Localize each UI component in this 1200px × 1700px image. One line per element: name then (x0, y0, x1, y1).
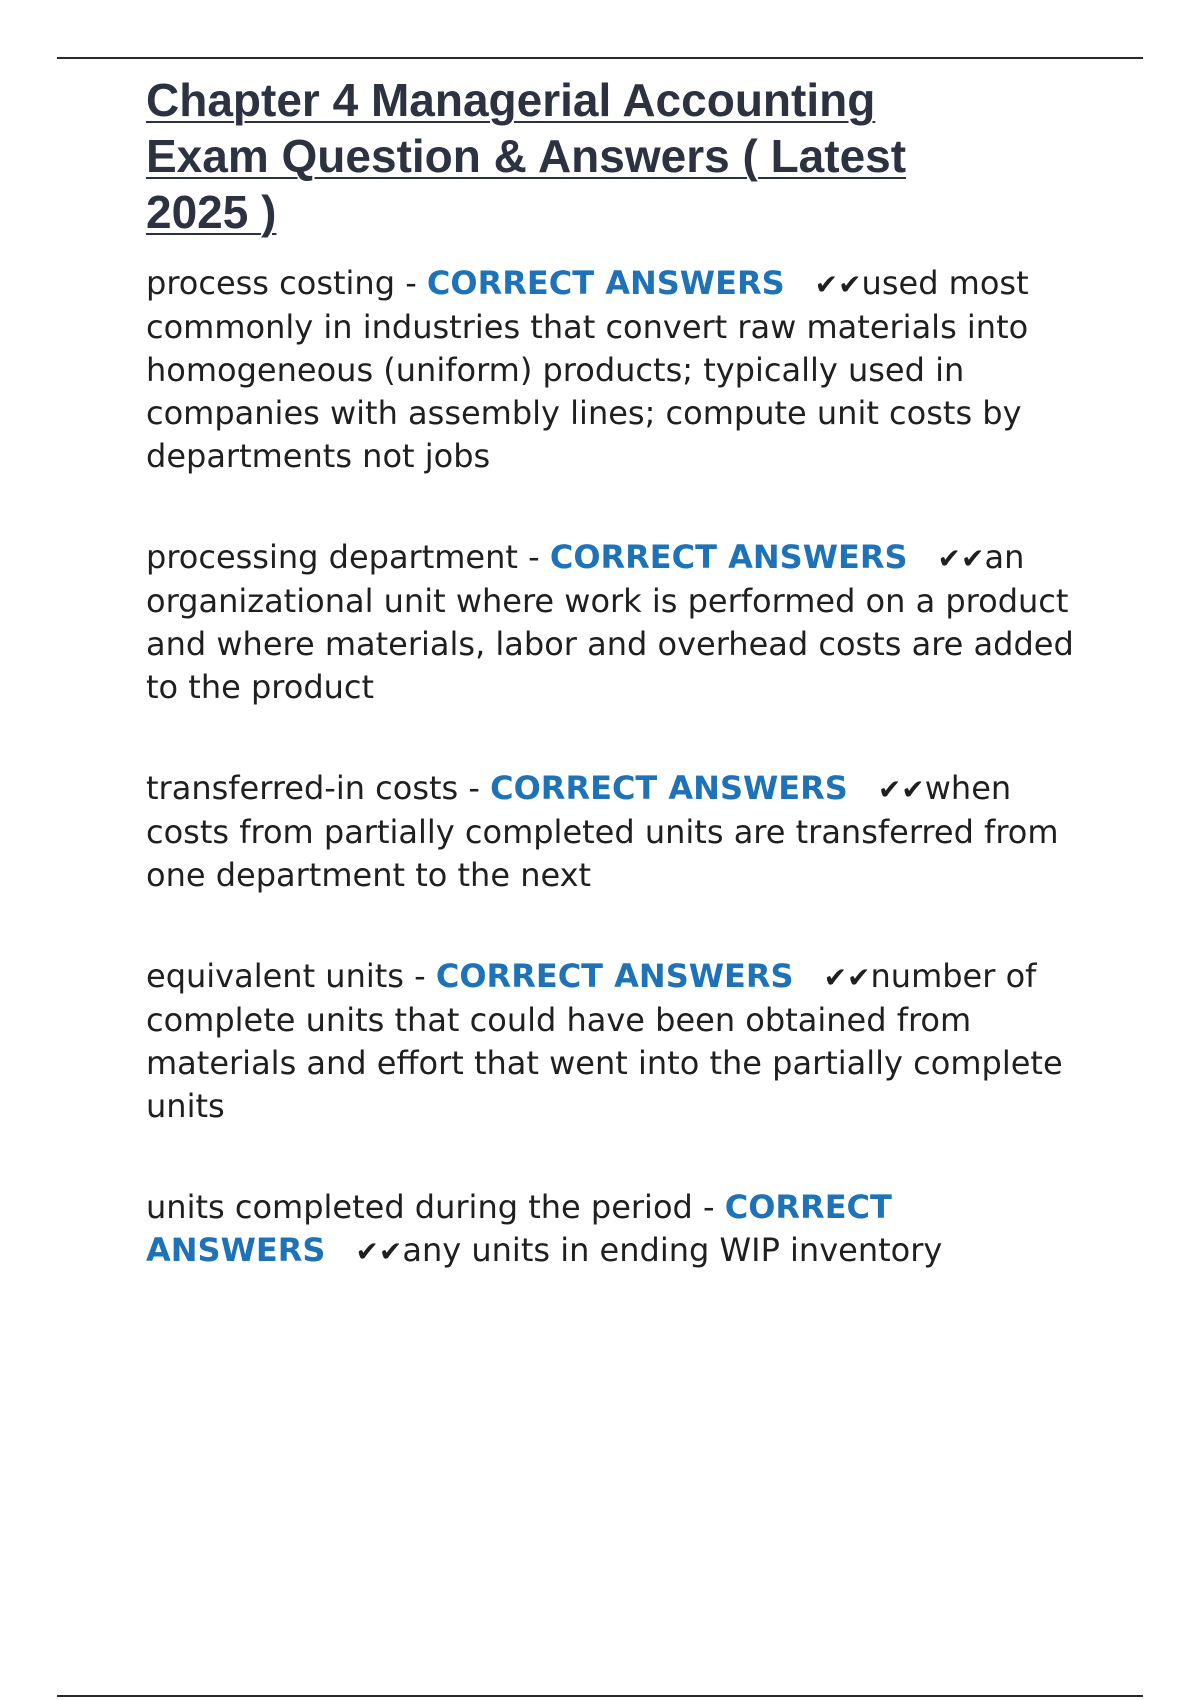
double-check-icon: ✔✔ (814, 268, 862, 301)
correct-answers-label: CORRECT ANSWERS (435, 957, 794, 995)
double-check-icon: ✔✔ (823, 961, 871, 994)
qa-item-transferred-in-costs (146, 767, 1092, 897)
correct-answers-label: CORRECT ANSWERS (549, 538, 908, 576)
qa-item-equivalent-units (146, 955, 1092, 1128)
double-check-icon: ✔✔ (937, 542, 985, 575)
term: units completed during the period - (146, 1188, 725, 1226)
term: process costing - (146, 264, 427, 302)
correct-answers-label: CORRECT ANSWERS (426, 264, 785, 302)
answer-text: when costs from partially completed units are transferred from one department to the next (146, 769, 1059, 894)
double-check-icon: ✔✔ (877, 773, 925, 806)
correct-answers-label: CORRECT ANSWERS (146, 1188, 892, 1269)
document-title: Chapter 4 Managerial Accounting Exam Question & Answers ( Latest 2025 ) (146, 74, 907, 238)
correct-answers-label: CORRECT ANSWERS (490, 769, 848, 807)
term: processing department - (146, 538, 550, 576)
answer-text: used most commonly in industries that convert raw materials into homogeneous (uniform) products; typically used in companies with assembly lines; compute unit costs by departments not jobs (146, 264, 1029, 475)
qa-item-processing-department (146, 536, 1092, 709)
term: transferred-in costs - (146, 769, 491, 807)
double-check-icon: ✔✔ (355, 1235, 403, 1268)
document-body (146, 72, 1092, 1273)
qa-item-process-costing (146, 262, 1092, 478)
top-rule (57, 57, 1143, 59)
answer-text: any units in ending WIP inventory (402, 1231, 943, 1269)
answer-text: number of complete units that could have been obtained from materials and effort that went into the partially complete units (146, 957, 1063, 1125)
bottom-rule (57, 1695, 1143, 1697)
qa-item-units-completed (146, 1186, 1092, 1273)
answer-text: an organizational unit where work is performed on a product and where materials, labor and overhead costs are added to the product (146, 538, 1074, 706)
term: equivalent units - (146, 957, 436, 995)
